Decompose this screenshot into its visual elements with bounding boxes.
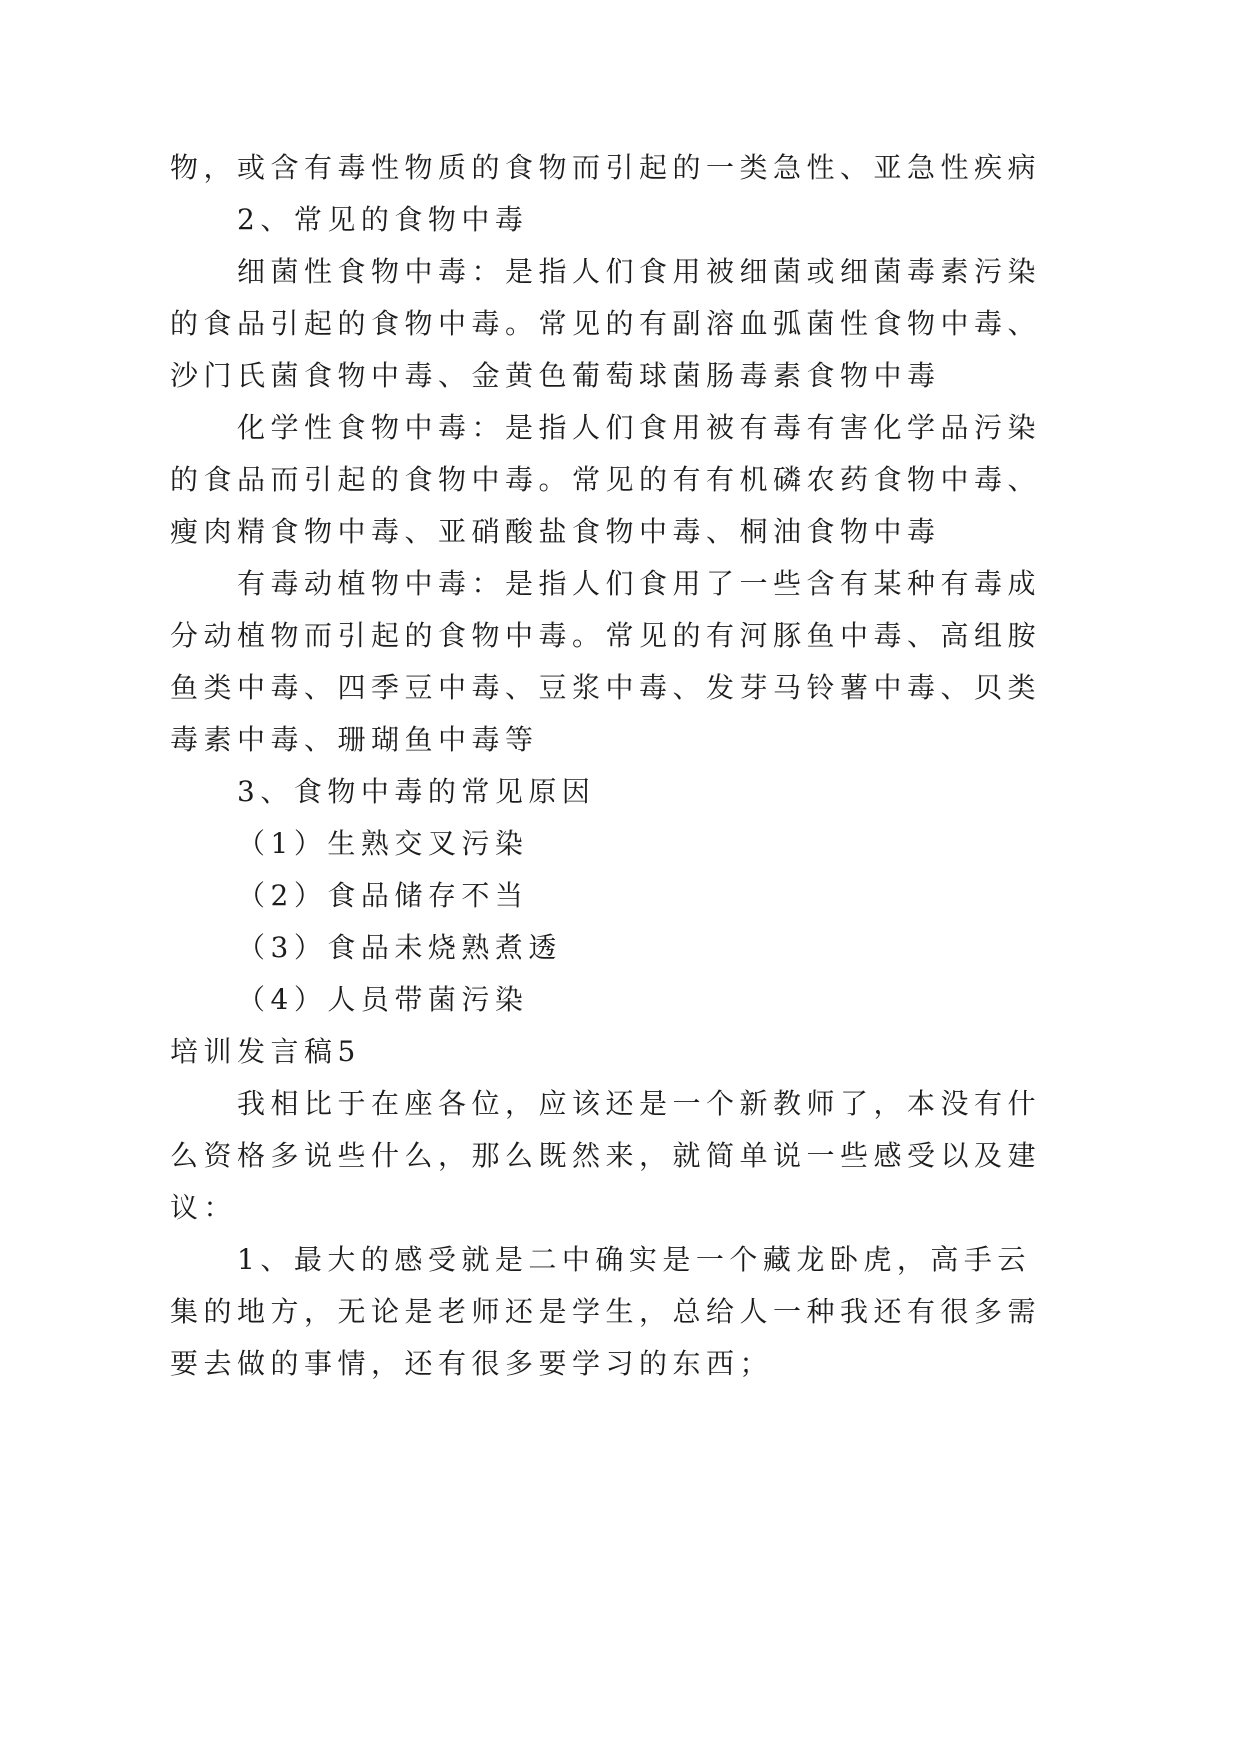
list-item: （2）食品储存不当 [237, 879, 529, 912]
text-line: 我相比于在座各位，应该还是一个新教师了，本没有什 [237, 1087, 1042, 1120]
text-line: 化学性食物中毒：是指人们食用被有毒有害化学品污染 [237, 411, 1042, 444]
text-line: 物，或含有毒性物质的食物而引起的一类急性、亚急性疾病 [170, 151, 1042, 184]
text-line: 要去做的事情，还有很多要学习的东西； [170, 1347, 774, 1380]
subsection-heading: 3、食物中毒的常见原因 [237, 775, 596, 808]
list-item: （4）人员带菌污染 [237, 983, 529, 1016]
text-line: 沙门氏菌食物中毒、金黄色葡萄球菌肠毒素食物中毒 [170, 359, 941, 392]
text-line: 的食品而引起的食物中毒。常见的有有机磷农药食物中毒、 [170, 463, 1042, 496]
text-line: 细菌性食物中毒：是指人们食用被细菌或细菌毒素污染 [237, 255, 1042, 288]
text-line: 议： [170, 1191, 238, 1224]
text-line: 的食品引起的食物中毒。常见的有副溶血弧菌性食物中毒、 [170, 307, 1042, 340]
list-item: （3）食品未烧熟煮透 [237, 931, 562, 964]
text-line: 1、最大的感受就是二中确实是一个藏龙卧虎，高手云 [237, 1243, 1031, 1276]
section-title: 培训发言稿5 [170, 1035, 361, 1068]
text-line: 么资格多说些什么，那么既然来，就简单说一些感受以及建 [170, 1139, 1042, 1172]
list-item: （1）生熟交叉污染 [237, 827, 529, 860]
text-line: 毒素中毒、珊瑚鱼中毒等 [170, 723, 539, 756]
text-line: 瘦肉精食物中毒、亚硝酸盐食物中毒、桐油食物中毒 [170, 515, 941, 548]
text-line: 分动植物而引起的食物中毒。常见的有河豚鱼中毒、高组胺 [170, 619, 1042, 652]
text-line: 有毒动植物中毒：是指人们食用了一些含有某种有毒成 [237, 567, 1042, 600]
text-line: 鱼类中毒、四季豆中毒、豆浆中毒、发芽马铃薯中毒、贝类 [170, 671, 1042, 704]
document-body [170, 142, 1130, 1390]
text-line: 集的地方，无论是老师还是学生，总给人一种我还有很多需 [170, 1295, 1042, 1328]
subsection-heading: 2、常见的食物中毒 [237, 203, 529, 236]
